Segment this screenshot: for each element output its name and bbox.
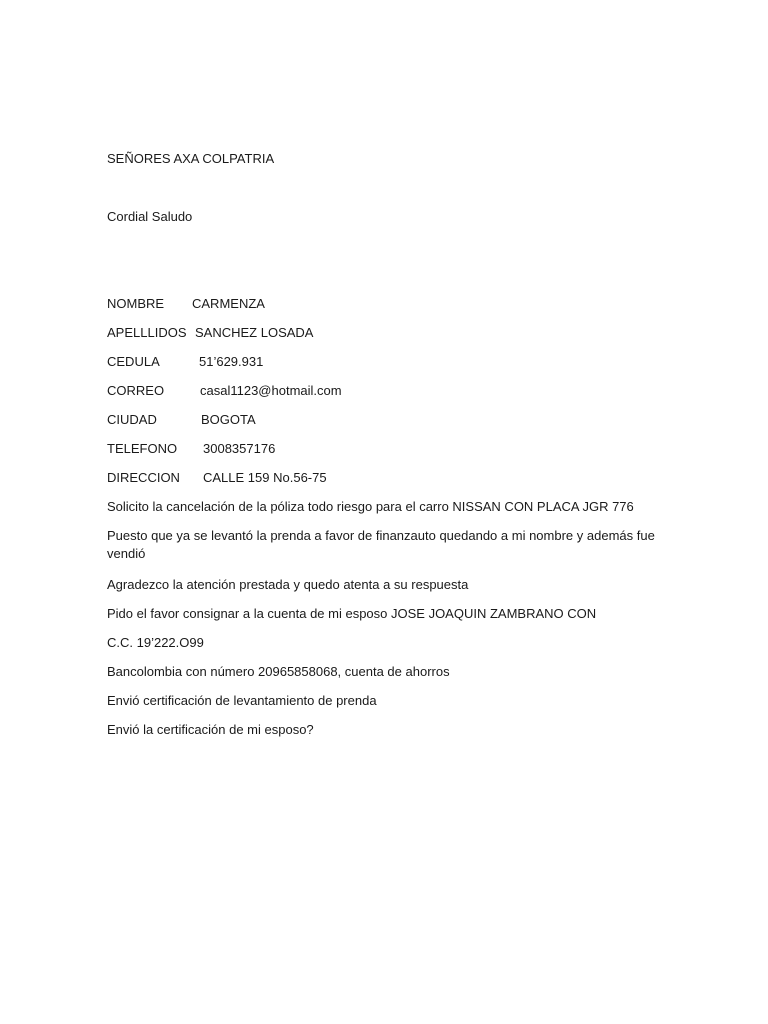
field-row-nombre — [107, 295, 265, 313]
field-value: BOGOTA — [201, 412, 256, 427]
field-label: CIUDAD — [107, 412, 157, 427]
paragraph: Envió certificación de levantamiento de prenda — [107, 693, 377, 708]
paragraph: Solicito la cancelación de la póliza todo riesgo para el carro NISSAN CON PLACA JGR 776 — [107, 499, 634, 514]
field-row-cedula — [107, 353, 264, 371]
field-label: APELLLIDOS — [107, 325, 187, 340]
field-value: 3008357176 — [203, 441, 276, 456]
field-label: DIRECCION — [107, 470, 180, 485]
paragraph: Bancolombia con número 20965858068, cuenta de ahorros — [107, 664, 450, 679]
field-label: NOMBRE — [107, 296, 165, 311]
field-label: TELEFONO — [107, 441, 178, 456]
paragraph: Agradezco la atención prestada y quedo atenta a su respuesta — [107, 577, 469, 592]
field-value: CARMENZA — [192, 296, 265, 311]
field-label: CEDULA — [107, 354, 160, 369]
field-value: SANCHEZ LOSADA — [195, 325, 314, 340]
field-row-apellidos — [107, 324, 314, 342]
paragraph: Envió la certificación de mi esposo? — [107, 722, 314, 737]
field-row-ciudad — [107, 411, 256, 429]
greeting: Cordial Saludo — [107, 209, 193, 224]
paragraph: Pido el favor consignar a la cuenta de mi esposo JOSE JOAQUIN ZAMBRANO CON — [107, 606, 597, 621]
field-value: CALLE 159 No.56-75 — [203, 470, 327, 485]
field-row-telefono — [107, 440, 276, 458]
paragraph: Puesto que ya se levantó la prenda a favor de finanzauto quedando a mi nombre y además fue vendió — [107, 528, 655, 561]
field-row-direccion — [107, 469, 327, 487]
field-value: casal1123@hotmail.com — [200, 383, 342, 398]
addressee: SEÑORES AXA COLPATRIA — [107, 151, 275, 166]
paragraph: C.C. 19’222.O99 — [107, 635, 204, 650]
field-value: 51’629.931 — [199, 354, 264, 369]
field-row-correo — [107, 382, 342, 400]
field-label: CORREO — [107, 383, 165, 398]
